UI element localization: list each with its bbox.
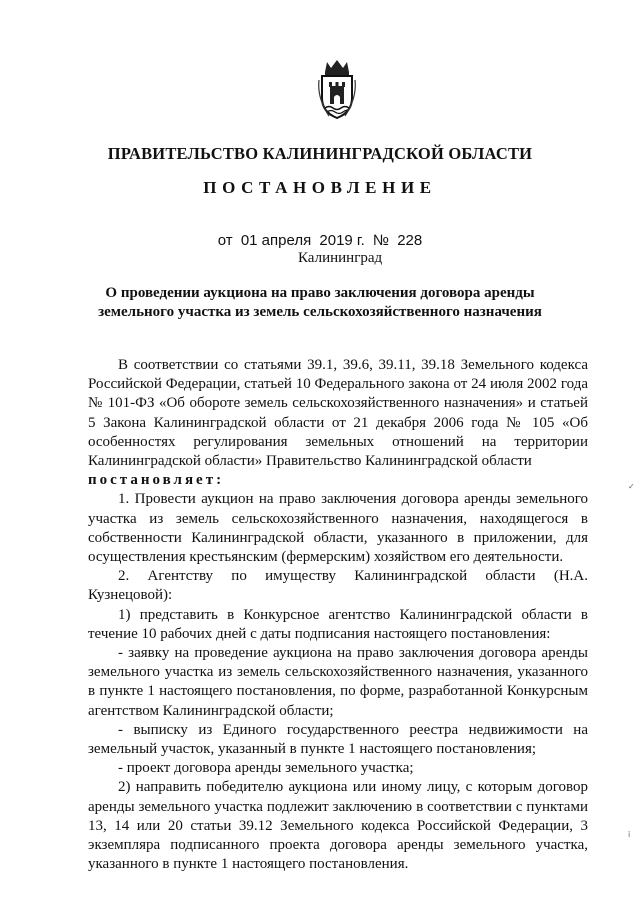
document-body xyxy=(88,356,588,874)
title-line-2: земельного участка из земель сельскохозяйственного назначения xyxy=(98,304,542,320)
resolves-keyword: постановляет: xyxy=(88,472,225,489)
number-label: № xyxy=(372,232,390,249)
margin-mark-1: ✓ xyxy=(628,482,635,491)
item-2: 2. Агентству по имуществу Калининградской области (Н.А. Кузнецовой): xyxy=(88,568,588,604)
year-value: 2019 г. xyxy=(319,232,365,249)
date-value: 01 апреля xyxy=(240,232,312,249)
item-2-1-c: - проект договора аренды земельного участка; xyxy=(118,760,414,777)
coat-of-arms-emblem xyxy=(317,58,357,120)
organization-name: ПРАВИТЕЛЬСТВО КАЛИНИНГРАДСКОЙ ОБЛАСТИ xyxy=(107,144,533,163)
item-1: 1. Провести аукцион на право заключения договора аренды земельного участка из земель сельскохозяйственного назначения, находящегося в собственности Калининградской области, указанного в приложении, для осуществления крестьянским (фермерским) хозяйством его деятельности. xyxy=(88,491,588,566)
document-number: 228 xyxy=(397,232,423,249)
item-2-1-b: - выписку из Единого государственного реестра недвижимости на земельный участок, указанный в пункте 1 настоящего постановления; xyxy=(88,721,588,758)
item-2-2: 2) направить победителю аукциона или иному лицу, с которым договор аренды земельного участка подлежит заключению в соответствии с пунктами 13, 14 или 20 статьи 39.12 Земельного кодекса Российской Федерации, 3 экземпляра подписанного проекта договора аренды земельного участка, указанного в пункте 1 настоящего постановления. xyxy=(88,779,588,873)
document-title xyxy=(0,284,640,322)
margin-mark-2: ⅰ xyxy=(628,830,631,839)
document-type: ПОСТАНОВЛЕНИЕ xyxy=(203,178,437,197)
item-2-1-a: - заявку на проведение аукциона на право заключения договора аренды земельного участка из земель сельскохозяйственного назначения, указанного в пункте 1 настоящего постановления, по форме, разработанной Конкурсным агентством Калининградской области; xyxy=(88,645,588,719)
city: Калининград xyxy=(298,250,383,266)
date-line xyxy=(0,232,640,249)
title-line-1: О проведении аукциона на право заключения договора аренды xyxy=(105,285,535,301)
preamble-paragraph: В соответствии со статьями 39.1, 39.6, 39.11, 39.18 Земельного кодекса Российской Федерации, статьей 10 Федерального закона от 24 июля 2002 года № 101-ФЗ «Об обороте земель сельскохозяйственного назначения» и статьей 5 Закона Калининградской области от 21 декабря 2006 года № 105 «Об особенностях регулирования земельных отношений на территории Калининградской области» Правительство Калининградской области xyxy=(88,357,588,470)
date-prefix: от xyxy=(217,232,233,249)
item-2-1: 1) представить в Конкурсное агентство Калининградской области в течение 10 рабочих дней с даты подписания настоящего постановления: xyxy=(88,606,588,642)
